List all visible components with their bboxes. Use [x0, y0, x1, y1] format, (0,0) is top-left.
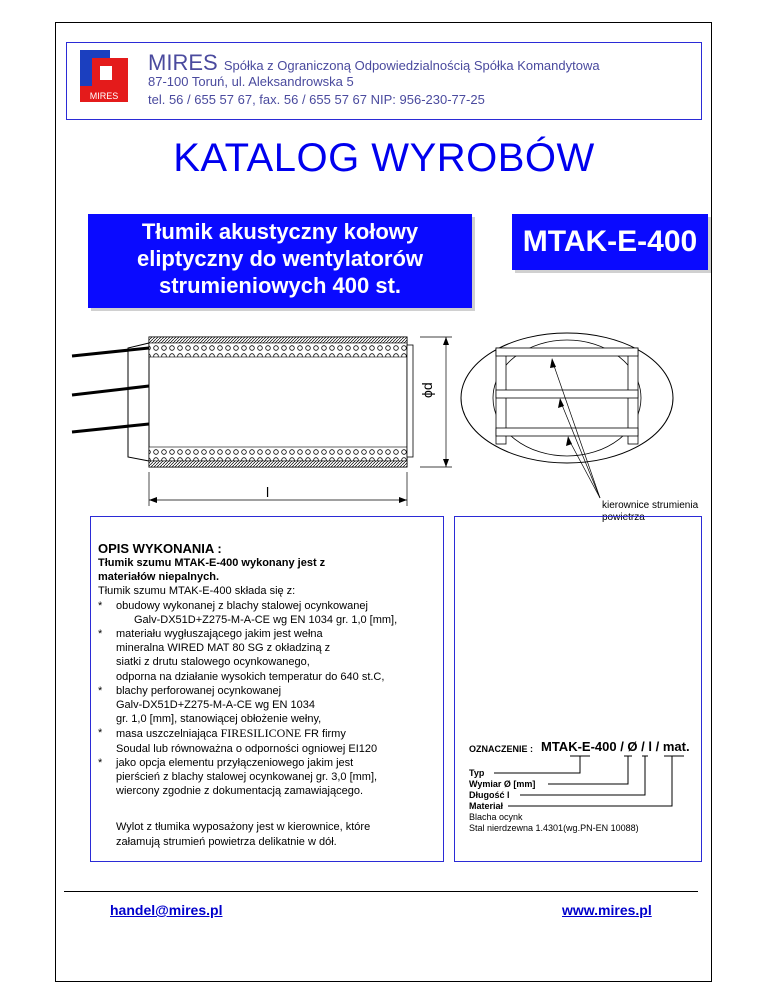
designation-code: MTAK-E-400 / Ø / l / mat. — [541, 739, 690, 754]
company-address: 87-100 Toruń, ul. Aleksandrowska 5 — [148, 74, 354, 89]
legend-diameter: Wymiar Ø [mm] — [469, 779, 536, 789]
list-item: * masa uszczelniająca FIRESILICONE FR firmy Soudal lub równoważna o odporności ogniowej EI120 — [98, 726, 378, 755]
list-item: * materiału wygłuszającego jakim jest wełna mineralna WIRED MAT 80 SG z okładziną z siatki z drutu stalowego ocynkowanego, odporna na działanie wysokich temperatur do 640 st.C, — [98, 628, 385, 683]
product-name-line: Tłumik akustyczny kołowy — [141, 219, 419, 244]
company-legal-form: Spółka z Ograniczoną Odpowiedzialnością Spółka Komandytowa — [223, 58, 600, 73]
legend-material-option: Blacha ocynk — [469, 812, 523, 822]
catalog-title: KATALOG WYROBÓW — [173, 136, 595, 180]
product-name-line: strumieniowych 400 st. — [158, 273, 402, 298]
legend-material: Materiał — [469, 801, 504, 811]
list-item: * blachy perforowanej ocynkowanej Galv-DX51D+Z275-M-A-CE wg EN 1034 gr. 1,0 [mm], stanowiącej obłożenie wełny, — [98, 684, 322, 726]
website-link[interactable]: www.mires.pl — [562, 902, 652, 918]
logo-text: MIRES — [89, 91, 119, 101]
company-name: MIRES Spółka z Ograniczoną Odpowiedzialnością Spółka Komandytowa — [148, 50, 600, 75]
length-label: l — [266, 484, 270, 500]
outlet-note: Wylot z tłumika wyposażony jest w kierownice, które załamują strumień powietrza delikatnie w dół. — [116, 821, 371, 848]
legend-type: Typ — [469, 768, 485, 778]
description-title: OPIS WYKONANIA : — [98, 541, 222, 556]
legend-material-option: Stal nierdzewna 1.4301(wg.PN-EN 10088) — [469, 823, 639, 833]
designation-label: OZNACZENIE : — [469, 744, 533, 754]
product-name-line: eliptyczny do wentylatorów — [136, 246, 424, 271]
company-contact: tel. 56 / 655 57 67, fax. 56 / 655 57 67 NIP: 956-230-77-25 — [148, 92, 485, 107]
vane-label: kierownice strumienia powietrza — [602, 500, 699, 523]
list-item: * jako opcja elementu przyłączeniowego jakim jest pierścień z blachy stalowej ocynkowanej gr. 3,0 [mm], wiercony zgodnie z dokumentacją zamawiającego. — [98, 756, 378, 798]
list-item: * obudowy wykonanej z blachy stalowej ocynkowanej Galv-DX51D+Z275-M-A-CE wg EN 1034 gr. 1,0 [mm], — [98, 599, 398, 626]
diameter-label: ϕd — [419, 382, 435, 398]
legend-length: Długość l — [469, 790, 510, 800]
footer-divider — [64, 891, 698, 892]
product-code-banner: MTAK-E-400 — [512, 214, 708, 270]
description-body: Tłumik szumu MTAK-E-400 wykonany jest z materiałów niepalnych. Tłumik szumu MTAK-E-400 składa się z: * obudowy wykonanej z blachy stalowej ocynkowanej Galv-DX51D+Z275-M-A-CE wg EN 1034 gr. 1,0 [mm], * materiału wygłuszającego jakim jest wełna mineralna WIRED MAT 80 SG z okładziną z siatki z drutu stalowego ocynkowanego, odporna na działanie wysokich temperatur do 640 st.C, * blachy perforowanej ocynkowanej Galv-DX51D+Z275-M-A-CE wg EN 1034 gr. 1,0 [mm], stanowiącej obłożenie wełny, * masa uszczelniająca FIRESILICONE FR firmy Soudal lub równoważna o odporności ogniowej EI120 * jako opcja elementu przyłączeniowego jakim jest pierścień z blachy stalowej ocynkowanej gr. 3,0 [mm], wiercony zgodnie z dokumentacją zamawiającego. — [98, 556, 438, 798]
email-link[interactable]: handel@mires.pl — [110, 902, 223, 918]
